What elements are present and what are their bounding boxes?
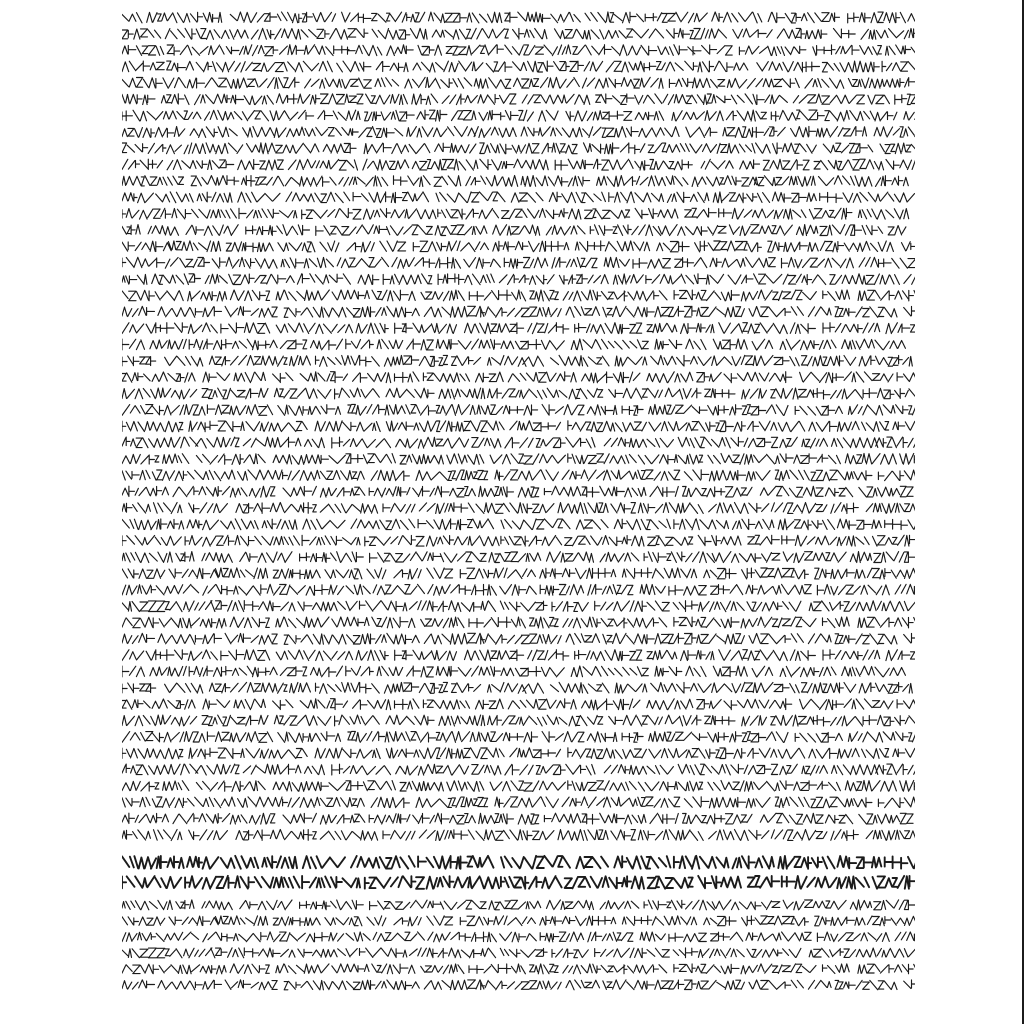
glyph-strokes — [122, 781, 915, 792]
body-text-row — [122, 699, 915, 710]
body-text-row — [122, 306, 915, 317]
glyph-strokes — [122, 916, 915, 926]
illegible-text-glyphs — [122, 8, 915, 1012]
body-text-row — [122, 323, 915, 334]
body-text-row — [122, 797, 915, 808]
body-text-row — [122, 192, 915, 203]
body-text-row — [122, 748, 915, 759]
body-text-row — [122, 355, 912, 366]
glyph-strokes — [122, 208, 909, 219]
body-text-row — [122, 454, 915, 465]
body-text-row — [122, 568, 915, 579]
body-text-row — [122, 257, 915, 268]
body-text-row — [122, 830, 915, 841]
glyph-strokes — [122, 274, 915, 285]
body-text-row — [122, 552, 915, 563]
glyph-strokes — [122, 470, 915, 481]
glyph-strokes — [122, 94, 915, 105]
body-text-row — [122, 633, 915, 644]
glyph-strokes — [122, 241, 915, 252]
glyph-strokes — [122, 830, 915, 841]
glyph-strokes — [122, 28, 915, 39]
body-text-row — [122, 584, 915, 595]
glyph-strokes — [122, 486, 913, 497]
body-text-row — [122, 94, 915, 105]
footer-text-row — [122, 932, 915, 942]
glyph-strokes — [122, 731, 915, 742]
body-text-row — [122, 503, 915, 514]
glyph-strokes — [122, 932, 915, 942]
glyph-strokes — [122, 437, 915, 448]
emphasized-text-row — [122, 876, 915, 889]
body-text-row — [122, 339, 905, 350]
body-text-row — [122, 617, 915, 628]
glyph-strokes — [122, 323, 915, 334]
body-text-row — [122, 12, 915, 23]
glyph-strokes — [122, 159, 915, 170]
glyph-strokes — [122, 519, 915, 530]
glyph-strokes — [122, 372, 915, 383]
glyph-strokes — [122, 127, 915, 138]
body-text-row — [122, 486, 913, 497]
footer-text-row — [122, 900, 915, 910]
glyph-strokes — [122, 633, 915, 644]
body-text-row — [122, 77, 915, 88]
body-text-row — [122, 682, 912, 693]
glyph-strokes — [122, 948, 915, 958]
glyph-strokes — [122, 404, 915, 415]
glyph-strokes — [122, 45, 915, 56]
glyph-strokes — [122, 388, 915, 399]
body-text-row — [122, 176, 908, 187]
glyph-strokes — [122, 601, 915, 612]
glyph-strokes — [122, 856, 915, 869]
body-text-row — [122, 159, 915, 170]
body-text-row — [122, 781, 915, 792]
glyph-strokes — [122, 339, 905, 350]
body-text-row — [122, 715, 915, 726]
glyph-strokes — [122, 290, 915, 301]
footer-text-row — [122, 916, 915, 926]
body-text-row — [122, 110, 915, 121]
body-text-row — [122, 470, 915, 481]
body-text-row — [122, 225, 906, 236]
body-text-row — [122, 519, 915, 530]
glyph-strokes — [122, 306, 915, 317]
body-text-row — [122, 372, 915, 383]
glyph-strokes — [122, 797, 915, 808]
body-text-row — [122, 437, 915, 448]
body-text-row — [122, 127, 915, 138]
glyph-strokes — [122, 964, 915, 974]
footer-text-row — [122, 948, 915, 958]
glyph-strokes — [122, 666, 905, 677]
body-text-row — [122, 241, 915, 252]
body-text-row — [122, 813, 913, 824]
body-text-row — [122, 28, 915, 39]
body-text-row — [122, 143, 915, 154]
glyph-strokes — [122, 617, 915, 628]
glyph-strokes — [122, 12, 915, 23]
body-text-row — [122, 421, 915, 432]
body-text-row — [122, 731, 915, 742]
glyph-strokes — [122, 535, 915, 546]
glyph-strokes — [122, 176, 908, 187]
body-text-row — [122, 274, 915, 285]
body-text-row — [122, 45, 915, 56]
body-text-row — [122, 61, 915, 72]
body-text-row — [122, 535, 915, 546]
body-text-row — [122, 650, 915, 661]
footer-text-row — [122, 964, 915, 974]
body-text-row — [122, 388, 915, 399]
body-text-row — [122, 764, 915, 775]
body-text-row — [122, 290, 915, 301]
glyph-strokes — [122, 568, 915, 579]
glyph-strokes — [122, 813, 913, 824]
glyph-strokes — [122, 454, 915, 465]
glyph-strokes — [122, 421, 915, 432]
glyph-strokes — [122, 715, 915, 726]
glyph-strokes — [122, 552, 915, 563]
emphasized-text-row — [122, 856, 915, 869]
scrambled-text-block — [122, 8, 915, 1012]
glyph-strokes — [122, 257, 915, 268]
glyph-strokes — [122, 110, 915, 121]
body-text-row — [122, 601, 915, 612]
glyph-strokes — [122, 748, 915, 759]
glyph-strokes — [122, 584, 915, 595]
glyph-strokes — [122, 682, 912, 693]
glyph-strokes — [122, 764, 915, 775]
glyph-strokes — [122, 503, 915, 514]
body-text-row — [122, 208, 909, 219]
glyph-strokes — [122, 61, 915, 72]
glyph-strokes — [122, 699, 915, 710]
glyph-strokes — [122, 980, 915, 990]
body-text-row — [122, 404, 915, 415]
glyph-strokes — [122, 876, 915, 889]
glyph-strokes — [122, 225, 906, 236]
glyph-strokes — [122, 900, 915, 910]
glyph-strokes — [122, 355, 912, 366]
footer-text-row — [122, 980, 915, 990]
glyph-strokes — [122, 77, 915, 88]
glyph-strokes — [122, 650, 915, 661]
body-text-row — [122, 666, 905, 677]
glyph-strokes — [122, 192, 915, 203]
glyph-strokes — [122, 143, 915, 154]
